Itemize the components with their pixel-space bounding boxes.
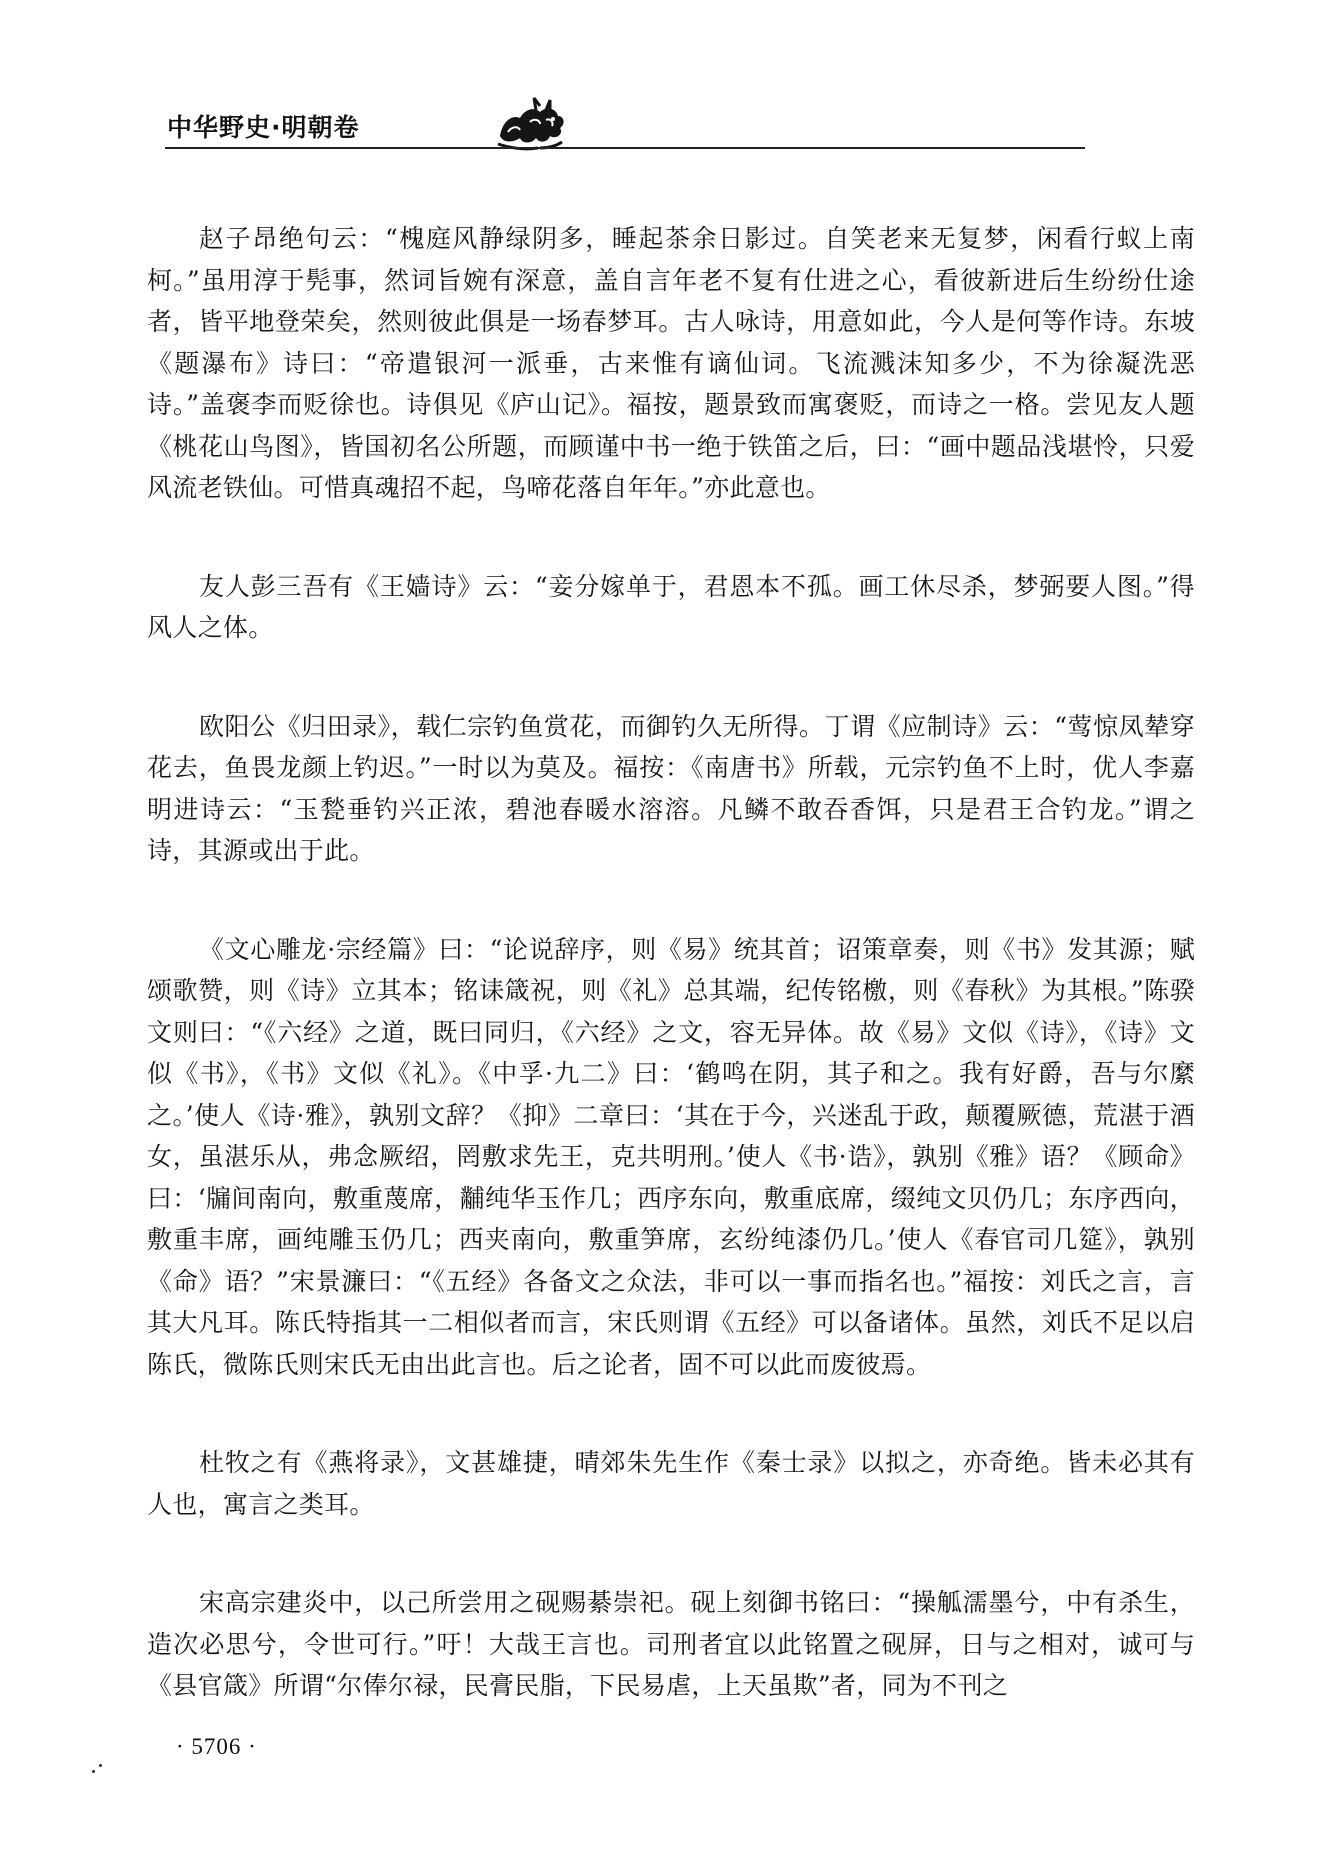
paragraph-peng-sanwu: 友人彭三吾有《王嫱诗》云：“妾分嫁单于，君恩本不孤。画工休尽杀，梦弼要人图。”得风人之体。 (147, 571, 1195, 642)
paragraph-wenxin-diaolong: 《文心雕龙·宗经篇》曰：“论说辞序，则《易》统其首；诏策章奏，则《书》发其源；赋颂歌赞，则《诗》立其本；铭诔箴祝，则《礼》总其端，纪传铭檄，则《春秋》为其根。”陈骙文则曰：“《六经》之道，既曰同归，《六经》之文，容无异体。故《易》文似《诗》，《诗》文似《书》，《书》文似《礼》。《中孚·九二》曰：‘鹤鸣在阴，其子和之。我有好爵，吾与尔縻之。’使人《诗·雅》，孰别文辞？《抑》二章曰：‘其在于今，兴迷乱于政，颠覆厥德，荒湛于酒女，虽湛乐从，弗念厥绍，罔敷求先王，克共明刑。’使人《书·诰》，孰别《雅》语？《顾命》曰：‘牖间南向，敷重蔑席，黼纯华玉作几；西序东向，敷重底席，缀纯文贝仍几；东序西向，敷重丰席，画纯雕玉仍几；西夹南向，敷重笋席，玄纷纯漆仍几。’使人《春官司几筵》，孰别《命》语？”宋景濂曰：“《五经》各备文之众法，非可以一事而指名也。”福按：刘氏之言，言其大凡耳。陈氏特指其一二相似者而言，宋氏则谓《五经》可以备诸体。虽然，刘氏不足以启陈氏，微陈氏则宋氏无由出此言也。后之论者，固不可以此而废彼焉。 (147, 934, 1195, 1379)
scan-speck (92, 1770, 95, 1773)
paragraph-ouyang-gong: 欧阳公《归田录》，载仁宗钓鱼赏花，而御钓久无所得。丁谓《应制诗》云：“莺惊凤辇穿花去，鱼畏龙颜上钓迟。”一时以为莫及。福按：《南唐书》所载，元宗钓鱼不上时，优人李嘉明进诗云：“玉甃垂钓兴正浓，碧池春暖水溶溶。凡鳞不敢吞香饵，只是君王合钓龙。”谓之诗，其源或出于此。 (147, 711, 1195, 865)
paragraph-zhao-ziang: 赵子昂绝句云：“槐庭风静绿阴多，睡起茶余日影过。自笑老来无复梦，闲看行蚁上南柯。”虽用淳于髡事，然词旨婉有深意，盖自言年老不复有仕进之心，看彼新进后生纷纷仕途者，皆平地登荣矣，然则彼此俱是一场春梦耳。古人咏诗，用意如此，今人是何等作诗。东坡《题瀑布》诗曰：“帝遣银河一派垂，古来惟有谪仙词。飞流溅沫知多少，不为徐凝洗恶诗。”盖褒李而贬徐也。诗俱见《庐山记》。福按，题景致而寓褒贬，而诗之一格。尝见友人题《桃花山鸟图》，皆国初名公所题，而顾谨中书一绝于铁笛之后，曰：“画中题品浅堪怜，只爱风流老铁仙。可惜真魂招不起，鸟啼花落自年年。”亦此意也。 (147, 224, 1195, 502)
running-title: 中华野史·明朝卷 (167, 113, 360, 142)
dragon-emblem-icon (490, 92, 570, 152)
paragraph-song-gaozong: 宋高宗建炎中，以己所尝用之砚赐綦崇祀。砚上刻御书铭曰：“操觚濡墨兮，中有杀生，造次必思兮，令世可行。”吁！大哉王言也。司刑者宜以此铭置之砚屏，日与之相对，诚可与《县官箴》所谓“尔俸尔禄，民膏民脂，下民易虐，上天虽欺”者，同为不刊之 (147, 1588, 1195, 1700)
header-divider (165, 147, 1085, 149)
running-header (165, 90, 1085, 160)
page-number: · 5706 · (176, 1734, 257, 1759)
paragraph-du-mu: 杜牧之有《燕将录》，文甚雄捷，晴郊朱先生作《秦士录》以拟之，亦奇绝。皆未必其有人也，寓言之类耳。 (147, 1448, 1195, 1519)
scan-speck (99, 1764, 102, 1767)
page-body (147, 218, 1195, 1762)
